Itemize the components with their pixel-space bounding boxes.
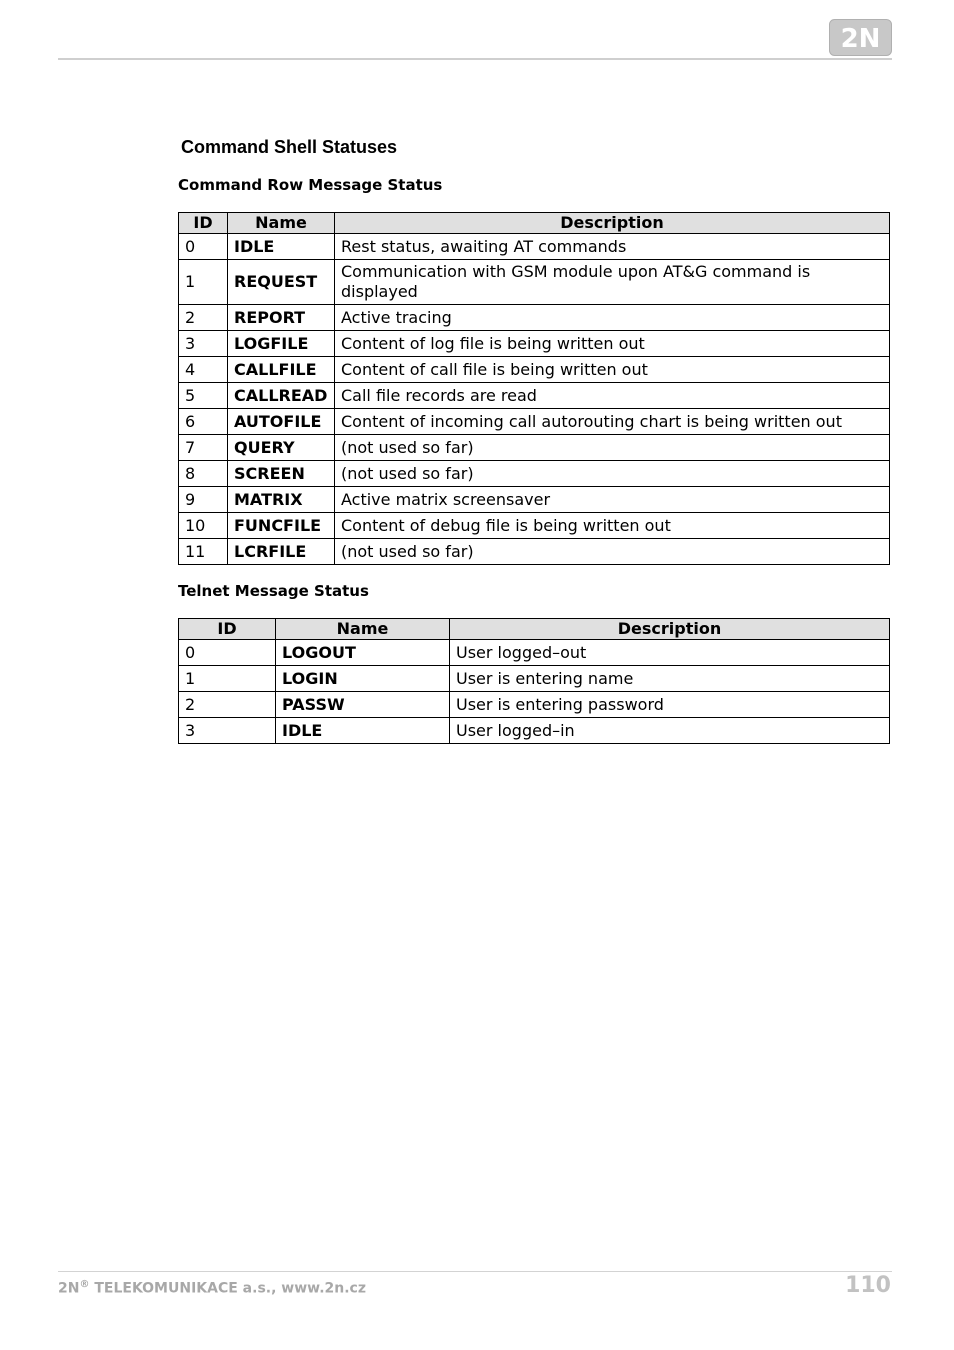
cell-name: SCREEN [228, 461, 335, 487]
column-header-description: Description [335, 213, 890, 234]
table-header-row [179, 213, 890, 234]
cell-id: 3 [179, 331, 228, 357]
column-header-name: Name [276, 619, 450, 640]
column-header-id: ID [179, 619, 276, 640]
logo-text: 2N [840, 24, 881, 54]
table-row [179, 666, 890, 692]
cell-name: QUERY [228, 435, 335, 461]
cell-id: 7 [179, 435, 228, 461]
cell-description: User logged–in [450, 718, 890, 744]
cell-name: IDLE [228, 234, 335, 260]
table-header-row [179, 619, 890, 640]
table-row [179, 305, 890, 331]
cell-id: 11 [179, 539, 228, 565]
telnet-table [178, 618, 890, 744]
table-row [179, 435, 890, 461]
cell-description: Rest status, awaiting AT commands [335, 234, 890, 260]
cell-name: LOGFILE [228, 331, 335, 357]
cell-description: User is entering password [450, 692, 890, 718]
column-header-name: Name [228, 213, 335, 234]
registered-mark: ® [79, 1279, 90, 1290]
cell-name: AUTOFILE [228, 409, 335, 435]
footer-company [58, 1279, 366, 1297]
table-row [179, 539, 890, 565]
cell-id: 2 [179, 305, 228, 331]
cell-id: 0 [179, 640, 276, 666]
cell-description: (not used so far) [335, 461, 890, 487]
cell-id: 10 [179, 513, 228, 539]
cell-description: Content of log file is being written out [335, 331, 890, 357]
cell-id: 4 [179, 357, 228, 383]
cell-description: Content of debug file is being written out [335, 513, 890, 539]
cell-description: Content of call file is being written out [335, 357, 890, 383]
cell-name: LOGOUT [276, 640, 450, 666]
cell-description: User is entering name [450, 666, 890, 692]
cell-description: (not used so far) [335, 435, 890, 461]
cell-description: Content of incoming call autorouting chart is being written out [335, 409, 890, 435]
command-row-table [178, 212, 890, 565]
cell-name: LCRFILE [228, 539, 335, 565]
cell-description: Call file records are read [335, 383, 890, 409]
footer-company-text: TELEKOMUNIKACE a.s., www.2n.cz [89, 1280, 366, 1297]
cell-id: 9 [179, 487, 228, 513]
cell-id: 1 [179, 260, 228, 305]
table-row [179, 383, 890, 409]
cell-id: 1 [179, 666, 276, 692]
cell-name: CALLFILE [228, 357, 335, 383]
cell-description: (not used so far) [335, 539, 890, 565]
cell-description: Active tracing [335, 305, 890, 331]
column-header-description: Description [450, 619, 890, 640]
table-row [179, 487, 890, 513]
table-row [179, 234, 890, 260]
table-row [179, 409, 890, 435]
table-row [179, 640, 890, 666]
cell-description: Active matrix screensaver [335, 487, 890, 513]
brand-logo [829, 19, 892, 56]
table-row [179, 357, 890, 383]
column-header-id: ID [179, 213, 228, 234]
header-rule [58, 58, 892, 60]
command-row-title: Command Row Message Status [178, 176, 443, 194]
cell-id: 2 [179, 692, 276, 718]
telnet-title: Telnet Message Status [178, 582, 369, 600]
cell-id: 0 [179, 234, 228, 260]
page-number: 110 [845, 1273, 891, 1298]
footer-rule [58, 1271, 892, 1272]
cell-id: 6 [179, 409, 228, 435]
cell-name: REQUEST [228, 260, 335, 305]
cell-name: IDLE [276, 718, 450, 744]
cell-id: 5 [179, 383, 228, 409]
cell-name: LOGIN [276, 666, 450, 692]
table-row [179, 718, 890, 744]
table-row [179, 692, 890, 718]
footer-brand: 2N [58, 1280, 80, 1297]
table-row [179, 260, 890, 305]
cell-name: REPORT [228, 305, 335, 331]
cell-name: MATRIX [228, 487, 335, 513]
cell-name: CALLREAD [228, 383, 335, 409]
cell-name: FUNCFILE [228, 513, 335, 539]
cell-name: PASSW [276, 692, 450, 718]
cell-description: User logged–out [450, 640, 890, 666]
table-row [179, 331, 890, 357]
cell-description: Communication with GSM module upon AT&G command is displayed [335, 260, 890, 305]
table-row [179, 461, 890, 487]
cell-id: 8 [179, 461, 228, 487]
table-row [179, 513, 890, 539]
section-title: Command Shell Statuses [181, 137, 398, 157]
cell-id: 3 [179, 718, 276, 744]
